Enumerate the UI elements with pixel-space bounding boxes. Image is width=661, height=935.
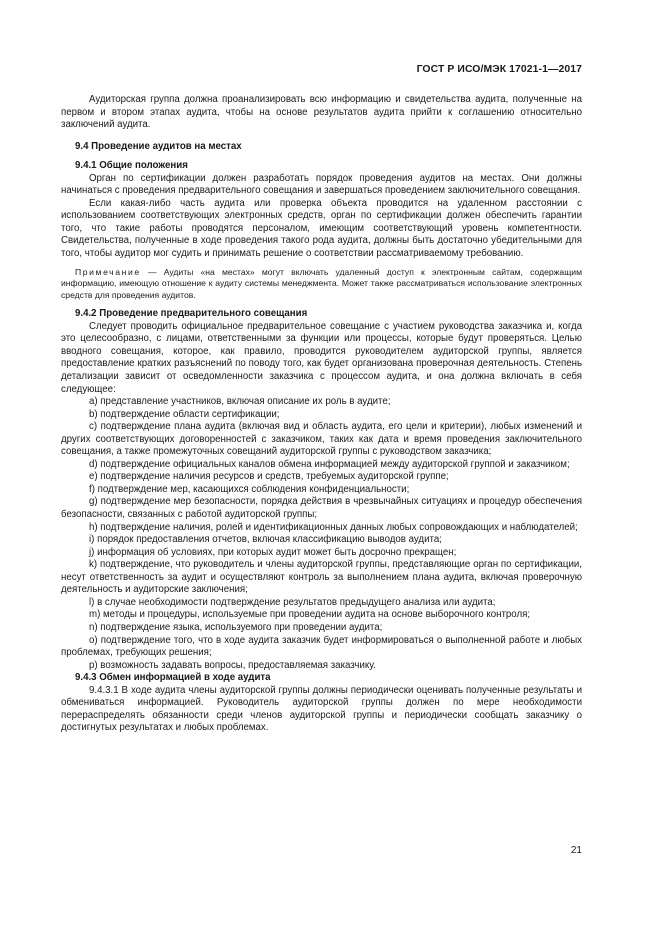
section-heading: 9.4 Проведение аудитов на местах [75,140,242,152]
list-item: m) методы и процедуры, используемые при проведении аудита на основе выборочного контроля; [89,609,531,621]
subsection-heading: 9.4.3 Обмен информацией в ходе аудита [75,672,271,684]
list-item: g) подтверждение мер безопасности, порядка действия в чрезвычайных ситуациях и процедур обеспечения безопасности, связанных с работой аудиторской группы; [61,496,582,521]
paragraph: Следует проводить официальное предварительное совещание с участием руководства заказчика и, когда это целесообразно, с лицами, ответственными за функции или процессы, которые будут проверяться. Целью вводного совещания, которое, как правило, проводится руководителем аудиторской группы, является предоставление кратких разъяснений по поводу того, как будет организована проверочная деятельность. Степень детализации зависит от осведомленности заказчика с процессом аудита, и она должна включать в себя следующее: [61,320,582,395]
document-body [61,94,582,735]
document-header: ГОСТ Р ИСО/МЭК 17021-1—2017 [416,64,582,75]
list-item: o) подтверждение того, что в ходе аудита заказчик будет информироваться о выполненной работе и любых проблемах, требующих решения; [61,634,582,659]
list-item: l) в случае необходимости подтверждение результатов предыдущего анализа или аудита; [89,596,496,608]
list-item: p) возможность задавать вопросы, предоставляемая заказчику. [89,659,376,671]
list-item: b) подтверждение области сертификации; [89,408,280,420]
list-item: e) подтверждение наличия ресурсов и средств, требуемых аудиторской группе; [89,471,449,483]
list-item: c) подтверждение плана аудита (включая вид и область аудита, его цели и критерии), любых изменений и других соответствующих договоренностей с заказчиком, таких как дата и время проведения заключительного совещания, а также промежуточных совещаний аудиторской группы с руководством заказчика; [61,421,582,458]
list-item: k) подтверждение, что руководитель и члены аудиторской группы, представляющие орган по сертификации, несут ответственность за аудит и осуществляют контроль за выполнением плана аудита, включая проверочную деятельность и аудиторские заключения; [61,559,582,596]
page-number: 21 [570,845,582,856]
subsection-heading: 9.4.1 Общие положения [75,160,188,172]
paragraph: Аудиторская группа должна проанализировать всю информацию и свидетельства аудита, полученные на первом и втором этапах аудита, чтобы на основе результатов аудита прийти к соглашению относительно заключений аудита. [61,94,582,131]
list-item: h) подтверждение наличия, ролей и идентификационных данных любых сопровождающих и наблюдателей; [89,521,578,533]
list-item: n) подтверждение языка, используемого при проведении аудита; [89,621,383,633]
list-item: i) порядок предоставления отчетов, включая классификацию выводов аудита; [89,534,442,546]
subsection-heading: 9.4.2 Проведение предварительного совещания [75,308,308,320]
paragraph: Если какая-либо часть аудита или проверка объекта проводится на удаленном расстоянии с использованием соответствующих электронных средств, орган по сертификации должен обеспечить гарантии того, что такие работы проводятся персоналом, имеющим соответствующий уровень компетентности. Свидетельства, полученные в ходе проведения такого рода аудита, должны быть достаточно убедительными для того, чтобы аудитор мог судить и принимать решение о соответствии рассматриваемому требованию. [61,197,582,260]
list-item: j) информация об условиях, при которых аудит может быть досрочно прекращен; [89,546,457,558]
note-text: — Аудиты «на местах» могут включать удаленный доступ к электронным сайтам, содержащим информацию, имеющую отношение к аудиту системы менеджмента. Может также рассматриваться использование электронных средств для проведения аудитов. [61,266,582,301]
list-item: d) подтверждение официальных каналов обмена информацией между аудиторской группой и заказчиком; [89,458,570,470]
note-label: Примечание [75,266,141,277]
note [61,267,582,303]
list-item: a) представление участников, включая описание их роль в аудите; [89,396,391,408]
paragraph: Орган по сертификации должен разработать порядок проведения аудитов на местах. Они должны начинаться с проведения предварительного совещания и завершаться проведением заключительного совещания. [61,172,582,197]
list-item: f) подтверждение мер, касающихся соблюдения конфиденциальности; [89,483,410,495]
paragraph: 9.4.3.1 В ходе аудита члены аудиторской группы должны периодически оценивать полученные результаты и обмениваться информацией. Руководитель аудиторской группы должен по мере необходимости перераспределять обязанности среди членов аудиторской группы и периодически сообщать заказчику о достигнутых результатах и любых проблемах. [61,684,582,734]
